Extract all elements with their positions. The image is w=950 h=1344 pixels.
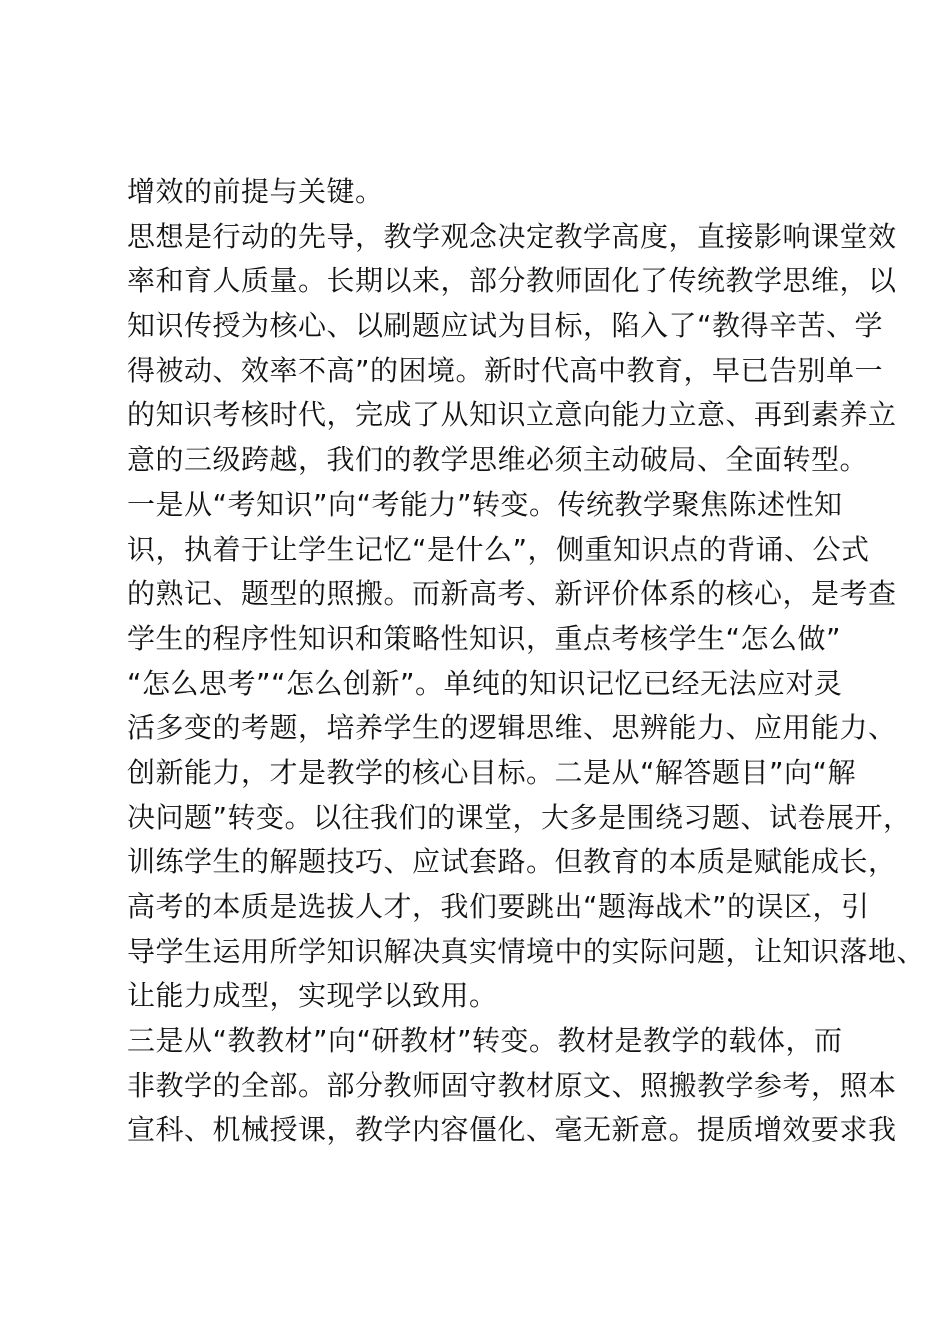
text-line: 三是从“教教材”向“研教材”转变。教材是教学的载体，而: [127, 1024, 843, 1058]
text-line: 学生的程序性知识和策略性知识，重点考核学生“怎么做”: [127, 621, 842, 655]
text-line: 高考的本质是选拔人才，我们要跳出“题海战术”的误区，引: [127, 890, 870, 923]
text-line: 意的三级跨越，我们的教学思维必须主动破局、全面转型。: [127, 443, 869, 477]
body-text: [127, 170, 926, 1153]
text-line: 知识传授为核心、以刷题应试为目标，陷入了“教得辛苦、学: [127, 309, 884, 343]
text-line: 增效的前提与关键。: [127, 175, 384, 208]
text-line: 思想是行动的先导，教学观念决定教学高度，直接影响课堂效: [127, 219, 897, 253]
text-line: 决问题”转变。以往我们的课堂，大多是围绕习题、试卷展开，: [127, 800, 912, 834]
text-line: 的熟记、题型的照搬。而新高考、新评价体系的核心，是考查: [127, 577, 897, 611]
text-line: 宣科、机械授课，教学内容僵化、毫无新意。提质增效要求我: [127, 1113, 897, 1147]
text-line: 非教学的全部。部分教师固守教材原文、照搬教学参考，照本: [127, 1068, 897, 1102]
text-line: 训练学生的解题技巧、应试套路。但教育的本质是赋能成长，: [127, 845, 897, 879]
text-line: 的知识考核时代，完成了从知识立意向能力立意、再到素养立: [127, 398, 897, 432]
text-line: 创新能力，才是教学的核心目标。二是从“解答题目”向“解: [127, 755, 857, 789]
text-line: 率和育人质量。长期以来，部分教师固化了传统教学思维，以: [127, 264, 897, 298]
text-line: 导学生运用所学知识解决真实情境中的实际问题，让知识落地、: [127, 934, 926, 968]
text-line: 得被动、效率不高”的困境。新时代高中教育，早已告别单一: [127, 353, 884, 387]
text-line: 让能力成型，实现学以致用。: [127, 979, 498, 1013]
text-line: 活多变的考题，培养学生的逻辑思维、思辨能力、应用能力、: [127, 711, 897, 745]
text-line: 一是从“考知识”向“考能力”转变。传统教学聚焦陈述性知: [127, 487, 843, 521]
text-line: “怎么思考”“怎么创新”。单纯的知识记忆已经无法应对灵: [127, 666, 843, 700]
text-line: 识，执着于让学生记忆“是什么”，侧重知识点的背诵、公式: [127, 532, 870, 566]
